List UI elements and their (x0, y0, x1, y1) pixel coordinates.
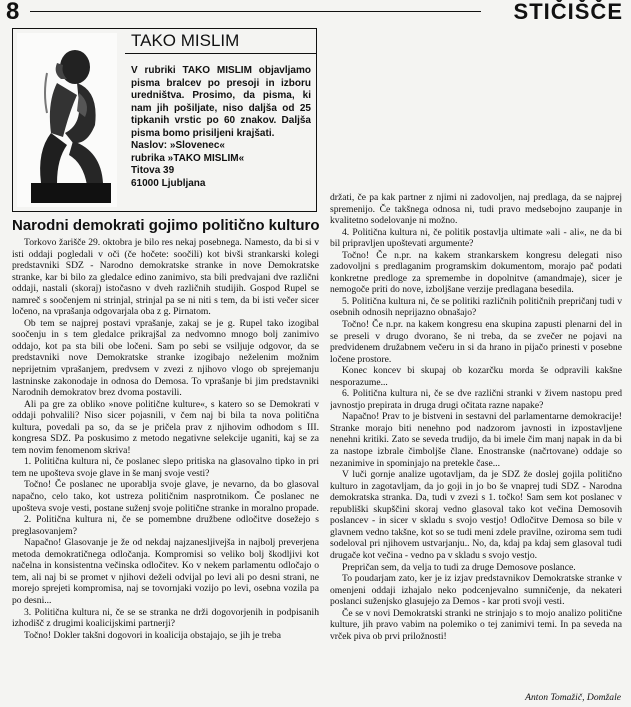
magazine-title: STIČIŠČE (513, 0, 623, 24)
paragraph: Točno! Dokler takšni dogovori in koalicija obstajajo, se jih je treba (24, 629, 281, 641)
page-header (0, 0, 631, 24)
paragraph: 6. Politična kultura ni, če se dve različni stranki v živem nastopu pred javnostjo prepirata in druga drugi očitata razne napake? (330, 388, 622, 411)
paragraph: 1. Politična kultura ni, če poslanec slepo pritiska na glasovalno tipko in pri tem ne upošteva svoje glave in še manj svoje vesti? (12, 456, 319, 479)
paragraph: 3. Politična kultura ni, če se se stranka ne drži dogovorjenih in podpisanih izhodišč z drugimi koalicijskimi partnerji? (12, 606, 319, 630)
header-rule (30, 11, 481, 12)
box-address-line: rubrika »TAKO MISLIM« (131, 152, 245, 164)
paragraph: 2. Politična kultura ni, če se pomembne družbene odločitve dosežejo s preglasovanjem? (12, 514, 319, 537)
paragraph: Ob tem se najprej postavi vprašanje, zakaj se je g. Rupel tako izogibal soočenju in s tem gledalce prikrajšal za nedvomno mnogo bolj zanimivo oddajo, kot pa sta bili obe ločeni. Sam po sebi se vsiljuje odgovor, da se predstavniki nove Demokratske stranke izogibajo neželenim možnim neprijetnim vprašanjem, predvsem v zvezi z njihovo vlogo ob sprejemanju lastninske zakonodaje in odnosa do Demosa. To vprašanje bi jim predstavniki Narodnih demokratov brez dvoma postavili. (12, 317, 319, 399)
paragraph: 5. Politična kultura ni, če se politiki različnih političnih prepričanj tudi v osebnih odnosih neprijazno obnašajo? (330, 295, 622, 319)
paragraph: 4. Politična kultura ni, če politik postavlja ultimate »ali - ali«, ne da bi bil pripravljen upoštevati argumente? (330, 226, 622, 250)
paragraph: Napačno! Prav to je bistveni in sestavni del parlamentarne demokracije! Stranke morajo biti nenehno pod nadzorom javnosti in izpostavljene nenehni kritiki. Zato se seveda trudijo, da bi imele čim manj napak in da bi za nastope izbrale čimbolјše člane. Enostranske (načrtovane) oddaje so nezanimive in spominjajo na pretekle čase... (330, 411, 622, 469)
article-column-left (12, 237, 319, 707)
article-column-right (330, 192, 622, 692)
paragraph: Točno! Če poslanec ne uporablja svoje glave, je nevarno, da bo glasoval napačno, celo tako, kot ustreza političnim nasprotnikom. Če poslanec ne upošteva svoje vesti, postane suženj svoje politične stranke in moralno propade. (12, 479, 319, 514)
box-title-rule (125, 53, 316, 54)
paragraph: Prepričan sem, da velja to tudi za druge Demosove poslance. (342, 561, 576, 573)
page-number: 8 (6, 0, 20, 25)
paragraph: Ali pa gre za obliko »nove politične kulture«, s katero so se Demokrati v oddaji pohvalili? Niso sicer pojasnili, v čem naj bi bila ta nova politična kultura, povedali pa so, da se je pričela prav z njihovim odhodom s III. kongresa SDZ. Pa poskusimo z metodo negativne selekcije uganiti, kaj se za tem novim fenomenom skriva! (12, 398, 319, 456)
column-info-box (12, 28, 317, 212)
box-address-line: Titova 39 (131, 165, 175, 176)
paragraph: V luči gornje analize ugotavljam, da je SDZ že doslej gojila politično kulturo in zagotavljam, da jo goji in jo bo še vnaprej tudi SDZ - Narodna demokratska stranka. Da, tudi v zvezi s 1. točko! Sam sem kot poslanec v republiški skupščini skoraj vedno glasoval tako kot večina Demosovih poslancev - in sicer v skladu s svojo vestjo! Odločitve Demosa so bile v glavnem vedno takšne, kot so se tudi meni zdele pravilne, oziroma sem tudi sodeloval pri njihovem ustvarjanju.. No, da, kdaj pa kdaj sem glasoval tudi drugače kot večina - vedno pa v skladu s svojo vestjo. (330, 469, 622, 561)
box-body (131, 65, 311, 190)
box-title: TAKO MISLIM (131, 31, 240, 50)
author-signature: Anton Tomažič, Domžale (525, 692, 621, 703)
paragraph: To poudarjam zato, ker je iz izjav predstavnikov Demokratske stranke v omenjeni oddaji izhajalo neko podcenjevalno sumničenje, da nekateri poslanci suženjsko glasujejo za Demos - kar proti svoji vesti. (330, 573, 622, 608)
paragraph: Torkovo žarišče 29. oktobra je bilo res nekaj posebnega. Namesto, da bi si v isti oddaji pogledali v oči (če hočete: soočili) kot bivši strankarski kolegi predstavniki SDZ - Narodno demokratske stranke in nove Demokratske stranke, kar bi bilo za gledalce edino zanimivo, sta bili predvajani dve različni oddaji, nastali (skoraj) istočasno v dveh različnih studijih. Gospod Rupel se namreč s soočenjem ni strinjal, strinjal pa se ni niti s tem, da bi isti večer sicer ločeno, na vprašanja odgovarjala oba z g. Pirnatom. (12, 237, 319, 318)
paragraph: Točno! Če n.pr. na kakem kongresu ena skupina zapusti plenarni del in se preseli v drugo dvorano, še ni treba, da se zvečer ne pojavi na predvidenem družabnem večeru in si da hrano in pijačo prinesti v posebne ločene prostore. (330, 319, 622, 365)
paragraph: Napačno! Glasovanje je že od nekdaj najzanesljivejša in najbolj preverjena metoda demokratičnega odločanja. Kompromisi so veliko bolj škodljivi kot načelna in konsistentna večinska odločitev. Ko v nekem parlamentu odločajo o tem, ali naj bi se promet v njihovi deželi odvijal po levi ali po desni strani, ne morejo sprejeti kompromisa, naj se tovornjaki vozijo po levi, osebna vozila pa po desni... (12, 537, 319, 606)
paragraph: Točno! Če n.pr. na kakem strankarskem kongresu delegati niso zadovoljni s predlaganim programskim dokumentom, morajo pač podati konkretne predloge za spremembe in dopolnitve (amandmaje), sicer je nemogoče priti do nove, izboljšane verzije predlagana besedila. (330, 249, 622, 296)
box-intro: V rubriki TAKO MISLIM objavljamo pisma bralcev po presoji in izboru uredništva. Prosimo, da pisma, ki nam jih pošiljate, niso daljša od 25 tipkanih vrstic po 60 znakov. Dalјša pisma bomo prisiljeni krajšati. (131, 65, 311, 139)
thinker-sculpture-image (17, 33, 117, 207)
paragraph: držati, če pa kak partner z njimi ni zadovoljen, naj predlaga, da se najprej spremenijo. Če takšnega odnosa ni, tudi pravo medsebojno zaupanje in kvalitetno sodelovanje ni možno. (330, 192, 622, 227)
article-title: Narodni demokrati gojimo politično kulturo (12, 217, 320, 234)
paragraph: Če se v novi Demokratski stranki ne strinjajo s to mojo analizo politične kulture, jih pravo vabim na polemiko o tej zanimivi temi. In pa seveda na vrček piva ob prvi priložnosti! (330, 607, 622, 642)
paragraph: Konec koncev bi skupaj ob kozarčku morda še odpravili kakšne nesporazume... (330, 365, 622, 388)
box-address-line: Naslov: »Slovenec« (131, 140, 225, 151)
box-address-line: 61000 Ljubljana (131, 177, 206, 189)
